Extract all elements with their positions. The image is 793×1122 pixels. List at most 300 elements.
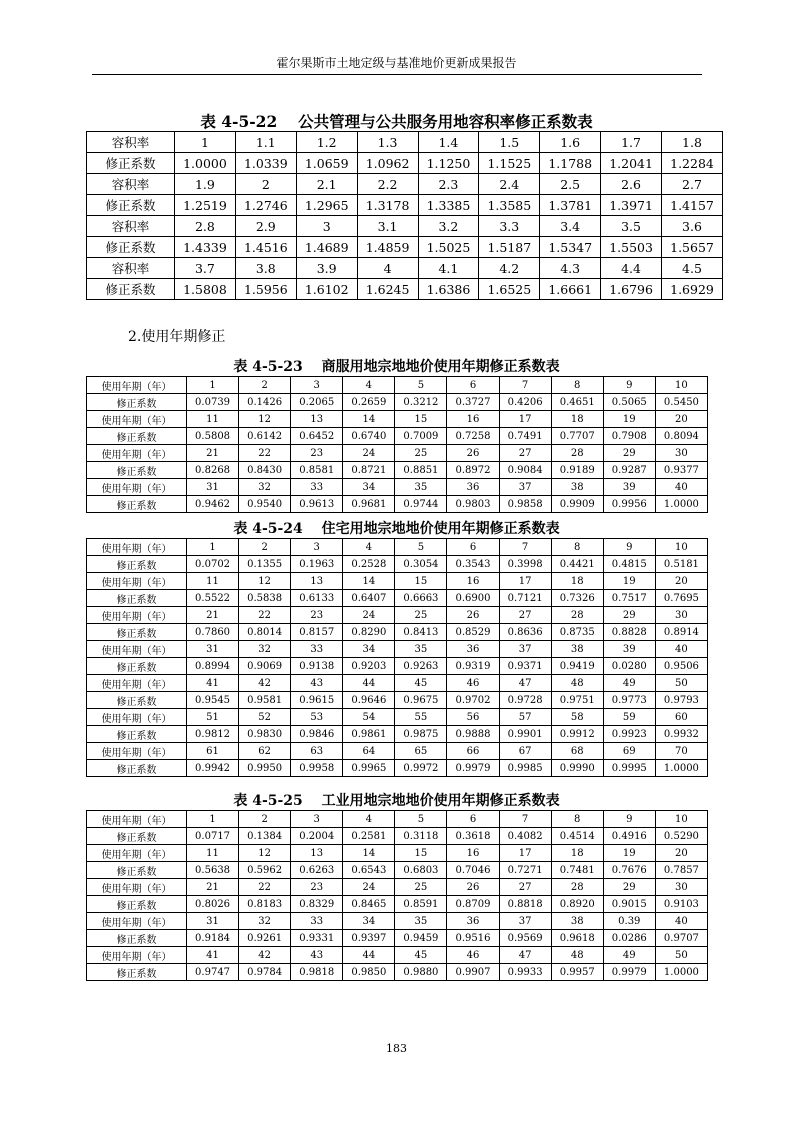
table-cell: 0.4421 bbox=[551, 556, 603, 573]
table-cell: 4.2 bbox=[479, 258, 540, 279]
table-cell: 0.9932 bbox=[655, 726, 707, 743]
table-cell: 0.8972 bbox=[447, 462, 499, 479]
table-cell: 4 bbox=[343, 811, 395, 828]
table-cell: 1.3385 bbox=[418, 195, 479, 216]
table-cell: 65 bbox=[395, 743, 447, 760]
table-cell: 1 bbox=[187, 539, 239, 556]
table-cell: 1.4516 bbox=[235, 237, 296, 258]
table-cell: 0.8581 bbox=[291, 462, 343, 479]
table-cell: 66 bbox=[447, 743, 499, 760]
table2-title: 表 4-5-23 商服用地宗地地价使用年期修正系数表 bbox=[233, 359, 560, 375]
table-cell: 0.5181 bbox=[655, 556, 707, 573]
commercial-term-table bbox=[86, 376, 708, 513]
table-cell: 0.9581 bbox=[239, 692, 291, 709]
table-cell: 13 bbox=[291, 845, 343, 862]
table-row bbox=[87, 377, 708, 394]
table-cell: 0.9613 bbox=[291, 496, 343, 513]
row-header-cell: 使用年期（年） bbox=[87, 845, 187, 862]
table-cell: 26 bbox=[447, 445, 499, 462]
table-cell: 3.7 bbox=[175, 258, 236, 279]
table-cell: 0.2528 bbox=[343, 556, 395, 573]
table-row bbox=[87, 195, 723, 216]
table-cell: 0.8735 bbox=[551, 624, 603, 641]
table-cell: 15 bbox=[395, 573, 447, 590]
table-cell: 61 bbox=[187, 743, 239, 760]
table-cell: 21 bbox=[187, 879, 239, 896]
table-cell: 28 bbox=[551, 879, 603, 896]
table-cell: 0.3212 bbox=[395, 394, 447, 411]
table-cell: 57 bbox=[499, 709, 551, 726]
table-cell: 0.9957 bbox=[551, 964, 603, 981]
table-cell: 0.7121 bbox=[499, 590, 551, 607]
table-cell: 40 bbox=[655, 479, 707, 496]
table-cell: 0.9858 bbox=[499, 496, 551, 513]
table-cell: 2.6 bbox=[601, 174, 662, 195]
table-cell: 2 bbox=[235, 174, 296, 195]
table-row bbox=[87, 556, 708, 573]
table-cell: 31 bbox=[187, 479, 239, 496]
table-cell: 18 bbox=[551, 573, 603, 590]
table-cell: 0.9506 bbox=[655, 658, 707, 675]
table-cell: 0.8014 bbox=[239, 624, 291, 641]
table-cell: 0.5808 bbox=[187, 428, 239, 445]
table-cell: 3 bbox=[291, 811, 343, 828]
table-cell: 0.7908 bbox=[603, 428, 655, 445]
table-row bbox=[87, 726, 708, 743]
table-cell: 37 bbox=[499, 913, 551, 930]
table-cell: 1.5808 bbox=[175, 279, 236, 300]
row-header-cell: 使用年期（年） bbox=[87, 607, 187, 624]
table-cell: 39 bbox=[603, 641, 655, 658]
table-cell: 29 bbox=[603, 607, 655, 624]
table-cell: 42 bbox=[239, 947, 291, 964]
table-cell: 40 bbox=[655, 641, 707, 658]
table-cell: 0.2581 bbox=[343, 828, 395, 845]
table-cell: 0.4082 bbox=[499, 828, 551, 845]
table-cell: 2 bbox=[239, 811, 291, 828]
table-cell: 1.3585 bbox=[479, 195, 540, 216]
table-cell: 4 bbox=[343, 377, 395, 394]
table-cell: 3.1 bbox=[357, 216, 418, 237]
table-cell: 0.9459 bbox=[395, 930, 447, 947]
table-cell: 3 bbox=[291, 539, 343, 556]
table-cell: 0.6803 bbox=[395, 862, 447, 879]
table-cell: 0.9812 bbox=[187, 726, 239, 743]
table-cell: 17 bbox=[499, 845, 551, 862]
table-cell: 34 bbox=[343, 913, 395, 930]
table-cell: 27 bbox=[499, 879, 551, 896]
row-header-cell: 修正系数 bbox=[87, 930, 187, 947]
row-header-cell: 使用年期（年） bbox=[87, 811, 187, 828]
row-header-cell: 修正系数 bbox=[87, 496, 187, 513]
table-cell: 32 bbox=[239, 913, 291, 930]
table-cell: 30 bbox=[655, 445, 707, 462]
table-cell: 56 bbox=[447, 709, 499, 726]
table-cell: 41 bbox=[187, 947, 239, 964]
table-cell: 0.8157 bbox=[291, 624, 343, 641]
table-cell: 16 bbox=[447, 573, 499, 590]
table-cell: 1.2041 bbox=[601, 153, 662, 174]
table-cell: 47 bbox=[499, 675, 551, 692]
table-cell: 0.8851 bbox=[395, 462, 447, 479]
row-header-cell: 容积率 bbox=[87, 258, 175, 279]
row-header-cell: 修正系数 bbox=[87, 462, 187, 479]
table-cell: 50 bbox=[655, 947, 707, 964]
table-cell: 4.5 bbox=[662, 258, 723, 279]
table-cell: 3.6 bbox=[662, 216, 723, 237]
table-cell: 25 bbox=[395, 445, 447, 462]
table-cell: 0.9901 bbox=[499, 726, 551, 743]
table-cell: 5 bbox=[395, 539, 447, 556]
header-rule bbox=[92, 74, 702, 75]
table-cell: 46 bbox=[447, 675, 499, 692]
table-cell: 48 bbox=[551, 947, 603, 964]
row-header-cell: 使用年期（年） bbox=[87, 479, 187, 496]
table-cell: 0.1426 bbox=[239, 394, 291, 411]
table-cell: 0.3118 bbox=[395, 828, 447, 845]
table-cell: 1.6525 bbox=[479, 279, 540, 300]
table-cell: 10 bbox=[655, 377, 707, 394]
table-cell: 0.9138 bbox=[291, 658, 343, 675]
table-cell: 0.9950 bbox=[239, 760, 291, 777]
table-cell: 0.8636 bbox=[499, 624, 551, 641]
table-row bbox=[87, 153, 723, 174]
table-cell: 7 bbox=[499, 539, 551, 556]
table-row bbox=[87, 279, 723, 300]
table-cell: 4 bbox=[357, 258, 418, 279]
table-cell: 1.0000 bbox=[655, 496, 707, 513]
table-cell: 36 bbox=[447, 913, 499, 930]
table-cell: 18 bbox=[551, 845, 603, 862]
table-row bbox=[87, 462, 708, 479]
table-cell: 0.9681 bbox=[343, 496, 395, 513]
table-cell: 0.9675 bbox=[395, 692, 447, 709]
table-cell: 1.6 bbox=[540, 132, 601, 153]
table-cell: 2.2 bbox=[357, 174, 418, 195]
table-cell: 34 bbox=[343, 479, 395, 496]
table-cell: 64 bbox=[343, 743, 395, 760]
table-cell: 0.9462 bbox=[187, 496, 239, 513]
table-cell: 15 bbox=[395, 845, 447, 862]
far-correction-table bbox=[86, 131, 723, 300]
table-cell: 0.9912 bbox=[551, 726, 603, 743]
table-cell: 0.5838 bbox=[239, 590, 291, 607]
table-cell: 1.4157 bbox=[662, 195, 723, 216]
table-cell: 24 bbox=[343, 607, 395, 624]
table-cell: 0.0702 bbox=[187, 556, 239, 573]
row-header-cell: 修正系数 bbox=[87, 394, 187, 411]
table-cell: 25 bbox=[395, 879, 447, 896]
table-cell: 0.0739 bbox=[187, 394, 239, 411]
table-cell: 0.9103 bbox=[655, 896, 707, 913]
table-cell: 5 bbox=[395, 377, 447, 394]
table-cell: 0.9371 bbox=[499, 658, 551, 675]
table-cell: 0.9516 bbox=[447, 930, 499, 947]
table-cell: 27 bbox=[499, 607, 551, 624]
table3-title: 表 4-5-24 住宅用地宗地地价使用年期修正系数表 bbox=[233, 521, 560, 537]
table-cell: 0.6263 bbox=[291, 862, 343, 879]
table-cell: 4.1 bbox=[418, 258, 479, 279]
table-cell: 0.9646 bbox=[343, 692, 395, 709]
table-row bbox=[87, 879, 708, 896]
table-cell: 29 bbox=[603, 879, 655, 896]
table-cell: 0.9995 bbox=[603, 760, 655, 777]
table-cell: 0.9958 bbox=[291, 760, 343, 777]
table-row bbox=[87, 174, 723, 195]
table-row bbox=[87, 479, 708, 496]
table-cell: 19 bbox=[603, 845, 655, 862]
table-cell: 2.5 bbox=[540, 174, 601, 195]
table-cell: 43 bbox=[291, 675, 343, 692]
table-cell: 13 bbox=[291, 573, 343, 590]
table-row bbox=[87, 539, 708, 556]
table-cell: 0.8914 bbox=[655, 624, 707, 641]
table-cell: 0.9545 bbox=[187, 692, 239, 709]
table-cell: 1.5347 bbox=[540, 237, 601, 258]
table-cell: 1.4859 bbox=[357, 237, 418, 258]
table-cell: 0.9880 bbox=[395, 964, 447, 981]
page-header: 霍尔果斯市土地定级与基准地价更新成果报告 bbox=[276, 56, 517, 70]
table-cell: 0.9261 bbox=[239, 930, 291, 947]
row-header-cell: 修正系数 bbox=[87, 237, 175, 258]
row-header-cell: 修正系数 bbox=[87, 658, 187, 675]
table-cell: 0.6142 bbox=[239, 428, 291, 445]
table-cell: 0.9861 bbox=[343, 726, 395, 743]
table-cell: 40 bbox=[655, 913, 707, 930]
table-cell: 1 bbox=[187, 377, 239, 394]
table-cell: 1.7 bbox=[601, 132, 662, 153]
table-cell: 0.9979 bbox=[603, 964, 655, 981]
table-cell: 0.8430 bbox=[239, 462, 291, 479]
table-cell: 31 bbox=[187, 641, 239, 658]
table-cell: 0.9569 bbox=[499, 930, 551, 947]
table-cell: 36 bbox=[447, 479, 499, 496]
table-cell: 17 bbox=[499, 411, 551, 428]
table-cell: 0.7860 bbox=[187, 624, 239, 641]
table-cell: 0.9985 bbox=[499, 760, 551, 777]
table-cell: 0.6452 bbox=[291, 428, 343, 445]
table-cell: 1.8 bbox=[662, 132, 723, 153]
table-cell: 43 bbox=[291, 947, 343, 964]
table-cell: 0.9263 bbox=[395, 658, 447, 675]
table-cell: 39 bbox=[603, 479, 655, 496]
table-cell: 0.9942 bbox=[187, 760, 239, 777]
table-cell: 0.8268 bbox=[187, 462, 239, 479]
table-cell: 33 bbox=[291, 913, 343, 930]
table-cell: 42 bbox=[239, 675, 291, 692]
table-cell: 0.3054 bbox=[395, 556, 447, 573]
table-cell: 0.9747 bbox=[187, 964, 239, 981]
table-cell: 60 bbox=[655, 709, 707, 726]
industrial-term-table bbox=[86, 810, 708, 981]
table-cell: 32 bbox=[239, 479, 291, 496]
table-cell: 2 bbox=[239, 539, 291, 556]
row-header-cell: 使用年期（年） bbox=[87, 641, 187, 658]
table-cell: 3.2 bbox=[418, 216, 479, 237]
table-cell: 0.7009 bbox=[395, 428, 447, 445]
table-cell: 2.3 bbox=[418, 174, 479, 195]
row-header-cell: 修正系数 bbox=[87, 279, 175, 300]
table-cell: 0.9615 bbox=[291, 692, 343, 709]
table-cell: 35 bbox=[395, 479, 447, 496]
table-cell: 0.7326 bbox=[551, 590, 603, 607]
table-cell: 8 bbox=[551, 811, 603, 828]
table-cell: 0.9818 bbox=[291, 964, 343, 981]
table-row bbox=[87, 496, 708, 513]
table-cell: 0.8413 bbox=[395, 624, 447, 641]
table-cell: 53 bbox=[291, 709, 343, 726]
table-cell: 7 bbox=[499, 377, 551, 394]
table-cell: 5 bbox=[395, 811, 447, 828]
table-cell: 0.8026 bbox=[187, 896, 239, 913]
table-cell: 0.8591 bbox=[395, 896, 447, 913]
table-cell: 9 bbox=[603, 539, 655, 556]
table-cell: 1.3178 bbox=[357, 195, 418, 216]
row-header-cell: 修正系数 bbox=[87, 828, 187, 845]
table-row bbox=[87, 760, 708, 777]
table-cell: 28 bbox=[551, 445, 603, 462]
table-cell: 0.0280 bbox=[603, 658, 655, 675]
table-cell: 0.4916 bbox=[603, 828, 655, 845]
table-cell: 0.9907 bbox=[447, 964, 499, 981]
table-cell: 0.8183 bbox=[239, 896, 291, 913]
table-cell: 0.7046 bbox=[447, 862, 499, 879]
table-cell: 0.6133 bbox=[291, 590, 343, 607]
table-cell: 68 bbox=[551, 743, 603, 760]
table-cell: 0.9933 bbox=[499, 964, 551, 981]
table-cell: 38 bbox=[551, 641, 603, 658]
table-cell: 0.8329 bbox=[291, 896, 343, 913]
table-cell: 33 bbox=[291, 479, 343, 496]
table-cell: 2.9 bbox=[235, 216, 296, 237]
table-cell: 26 bbox=[447, 879, 499, 896]
table-cell: 23 bbox=[291, 445, 343, 462]
row-header-cell: 使用年期（年） bbox=[87, 913, 187, 930]
table-row bbox=[87, 675, 708, 692]
table-cell: 1.6929 bbox=[662, 279, 723, 300]
table-cell: 0.8828 bbox=[603, 624, 655, 641]
table-cell: 63 bbox=[291, 743, 343, 760]
table-cell: 55 bbox=[395, 709, 447, 726]
table-cell: 13 bbox=[291, 411, 343, 428]
table-row bbox=[87, 896, 708, 913]
table-cell: 0.9773 bbox=[603, 692, 655, 709]
row-header-cell: 使用年期（年） bbox=[87, 879, 187, 896]
table-cell: 67 bbox=[499, 743, 551, 760]
row-header-cell: 容积率 bbox=[87, 174, 175, 195]
table-row bbox=[87, 607, 708, 624]
table-cell: 44 bbox=[343, 675, 395, 692]
table-cell: 16 bbox=[447, 411, 499, 428]
row-header-cell: 使用年期（年） bbox=[87, 445, 187, 462]
row-header-cell: 修正系数 bbox=[87, 590, 187, 607]
table-cell: 1.4689 bbox=[296, 237, 357, 258]
table-cell: 0.9702 bbox=[447, 692, 499, 709]
table-cell: 10 bbox=[655, 539, 707, 556]
table-cell: 34 bbox=[343, 641, 395, 658]
table-cell: 0.5450 bbox=[655, 394, 707, 411]
table-cell: 0.9419 bbox=[551, 658, 603, 675]
table-cell: 0.8465 bbox=[343, 896, 395, 913]
table-cell: 52 bbox=[239, 709, 291, 726]
row-header-cell: 使用年期（年） bbox=[87, 539, 187, 556]
table-cell: 0.9793 bbox=[655, 692, 707, 709]
residential-term-table bbox=[86, 538, 708, 777]
table-cell: 0.9875 bbox=[395, 726, 447, 743]
table-row bbox=[87, 216, 723, 237]
table-cell: 0.39 bbox=[603, 913, 655, 930]
table-cell: 0.2004 bbox=[291, 828, 343, 845]
table-cell: 0.9377 bbox=[655, 462, 707, 479]
table-cell: 10 bbox=[655, 811, 707, 828]
table-cell: 1 bbox=[175, 132, 236, 153]
table-cell: 54 bbox=[343, 709, 395, 726]
row-header-cell: 容积率 bbox=[87, 216, 175, 237]
row-header-cell: 修正系数 bbox=[87, 692, 187, 709]
table-cell: 0.8920 bbox=[551, 896, 603, 913]
table-cell: 1.1525 bbox=[479, 153, 540, 174]
table-cell: 0.8529 bbox=[447, 624, 499, 641]
table-cell: 22 bbox=[239, 879, 291, 896]
table-cell: 58 bbox=[551, 709, 603, 726]
table-cell: 1.0659 bbox=[296, 153, 357, 174]
table-cell: 4 bbox=[343, 539, 395, 556]
table-cell: 1.5657 bbox=[662, 237, 723, 258]
table-cell: 45 bbox=[395, 947, 447, 964]
table-cell: 20 bbox=[655, 845, 707, 862]
table-cell: 1.5025 bbox=[418, 237, 479, 258]
table-cell: 0.0286 bbox=[603, 930, 655, 947]
table-cell: 21 bbox=[187, 607, 239, 624]
table-cell: 29 bbox=[603, 445, 655, 462]
table-cell: 22 bbox=[239, 607, 291, 624]
table-cell: 4.4 bbox=[601, 258, 662, 279]
row-header-cell: 使用年期（年） bbox=[87, 709, 187, 726]
table-row bbox=[87, 658, 708, 675]
table-cell: 0.0717 bbox=[187, 828, 239, 845]
table-cell: 0.9846 bbox=[291, 726, 343, 743]
table-row bbox=[87, 445, 708, 462]
table-cell: 0.7857 bbox=[655, 862, 707, 879]
section-heading: 2.使用年期修正 bbox=[128, 329, 226, 345]
table-cell: 0.9069 bbox=[239, 658, 291, 675]
table-cell: 3.5 bbox=[601, 216, 662, 237]
table-cell: 1.0962 bbox=[357, 153, 418, 174]
table-cell: 0.9888 bbox=[447, 726, 499, 743]
table-cell: 19 bbox=[603, 573, 655, 590]
table-cell: 7 bbox=[499, 811, 551, 828]
table-cell: 0.6663 bbox=[395, 590, 447, 607]
table-row bbox=[87, 845, 708, 862]
table-cell: 0.9830 bbox=[239, 726, 291, 743]
table-cell: 12 bbox=[239, 573, 291, 590]
table-cell: 45 bbox=[395, 675, 447, 692]
table-row bbox=[87, 709, 708, 726]
table-cell: 0.9084 bbox=[499, 462, 551, 479]
table-row bbox=[87, 590, 708, 607]
table-cell: 0.2065 bbox=[291, 394, 343, 411]
table-cell: 21 bbox=[187, 445, 239, 462]
table-cell: 1.0000 bbox=[655, 760, 707, 777]
table-cell: 1.6661 bbox=[540, 279, 601, 300]
table-row bbox=[87, 258, 723, 279]
row-header-cell: 使用年期（年） bbox=[87, 743, 187, 760]
table-cell: 0.6407 bbox=[343, 590, 395, 607]
table-cell: 0.7695 bbox=[655, 590, 707, 607]
table-cell: 14 bbox=[343, 411, 395, 428]
table-cell: 27 bbox=[499, 445, 551, 462]
table-cell: 62 bbox=[239, 743, 291, 760]
